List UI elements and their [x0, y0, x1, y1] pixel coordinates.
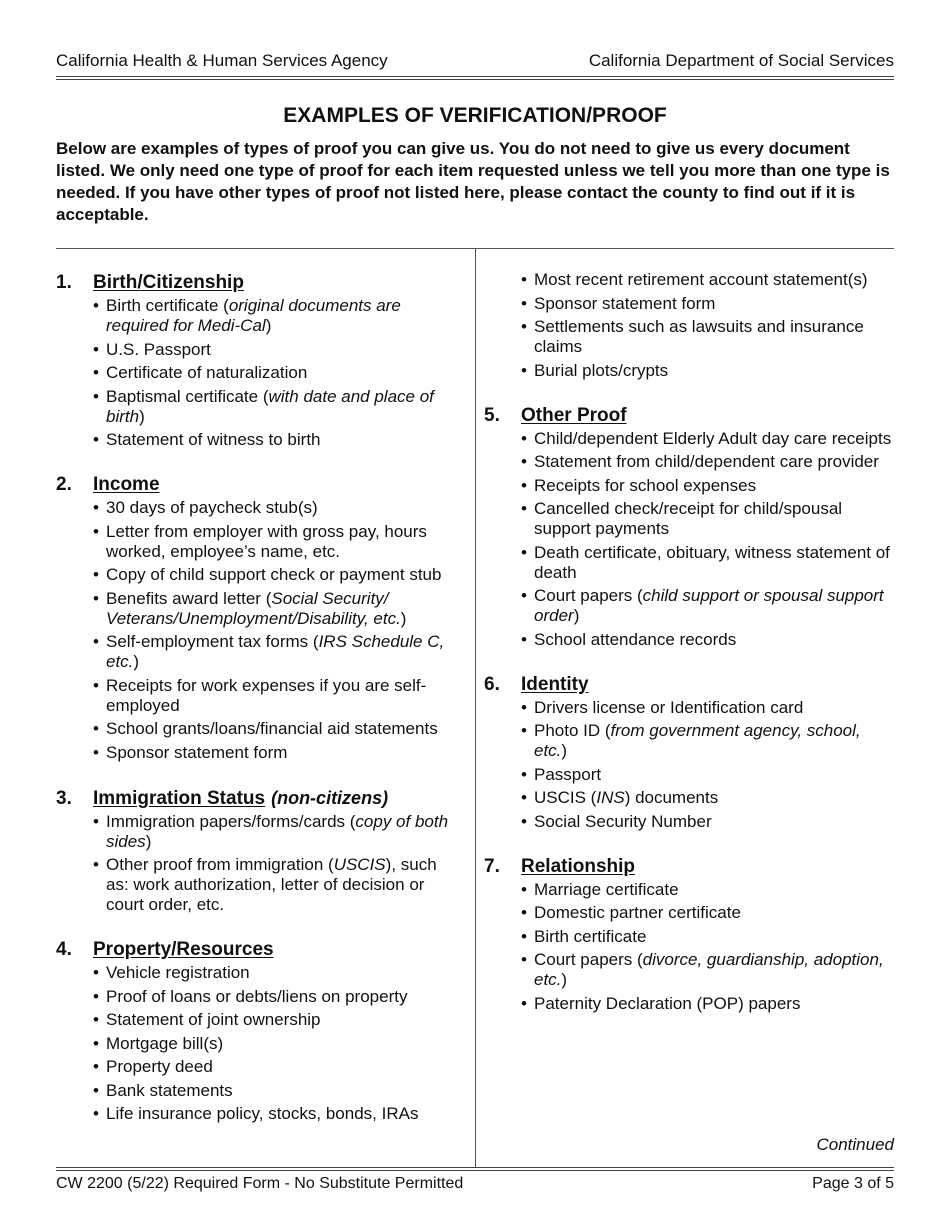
proof-item-text: Birth certificate (	[106, 296, 229, 315]
section-other-proof	[484, 403, 894, 650]
left-column	[56, 270, 461, 1146]
section-identity	[484, 672, 894, 832]
proof-item-text: Drivers license or Identification card	[534, 697, 804, 717]
proof-list	[484, 698, 894, 832]
proof-item	[521, 994, 894, 1014]
proof-item	[93, 719, 461, 739]
proof-item-text: Proof of loans or debts/liens on property	[106, 986, 408, 1006]
section-continued	[484, 270, 894, 381]
proof-item-text: Property deed	[106, 1057, 213, 1076]
section-title: Income	[93, 474, 160, 495]
proof-item-text: Receipts for school expenses	[534, 475, 757, 495]
proof-item	[521, 429, 894, 449]
proof-item-text: Other proof from immigration (	[106, 855, 334, 874]
proof-item	[93, 296, 461, 336]
proof-item	[93, 1057, 461, 1077]
proof-item-text: Sponsor statement form	[106, 742, 288, 762]
section-number: 5.	[484, 404, 500, 426]
proof-item-text: Bank statements	[106, 1080, 233, 1100]
intro-paragraph: Below are examples of types of proof you can give us. You do not need to give us every document listed. We only need one type of proof for each item requested unless we tell you more than one type is needed. If you have other types of proof not listed here, please contact the county to find out if it is acceptable.	[56, 139, 890, 224]
proof-item-text: Cancelled check/receipt for child/spousal support payments	[534, 499, 843, 538]
page-title: EXAMPLES OF VERIFICATION/PROOF	[283, 104, 667, 127]
proof-item	[93, 387, 461, 427]
proof-item-text: Most recent retirement account statement(s)	[534, 270, 868, 289]
section-title-note: (non-citizens)	[271, 787, 389, 808]
proof-item	[93, 340, 461, 360]
continued-label: Continued	[816, 1135, 894, 1154]
proof-item-text: Burial plots/crypts	[534, 360, 669, 380]
proof-item-text: Self-employment tax forms (	[106, 632, 319, 651]
proof-item-note: original documents are required for Medi-Cal	[106, 296, 401, 335]
section-number: 1.	[56, 272, 72, 293]
proof-item	[521, 927, 894, 947]
proof-item-text: Baptismal certificate (	[106, 386, 269, 406]
section-number: 6.	[484, 673, 500, 695]
proof-item-text: )	[400, 608, 407, 628]
proof-item-note: copy of both sides	[106, 811, 449, 851]
section-title: Identity	[521, 673, 589, 695]
proof-item-text: Letter from employer with gross pay, hours worked, employee’s name, etc.	[106, 521, 427, 561]
proof-item-text: School attendance records	[534, 629, 737, 649]
section-title: Birth/Citizenship	[93, 272, 244, 293]
section-heading	[56, 472, 461, 498]
proof-item	[521, 586, 894, 626]
proof-item-text: Child/dependent Elderly Adult day care receipts	[534, 428, 892, 448]
proof-item-text: Sponsor statement form	[534, 293, 716, 313]
proof-item-text: Copy of child support check or payment stub	[106, 565, 442, 584]
proof-item	[93, 1010, 461, 1030]
section-number: 3.	[56, 787, 72, 809]
form-number: CW 2200 (5/22) Required Form - No Substitute Permitted	[56, 1175, 464, 1192]
proof-list	[56, 296, 461, 450]
page-header	[56, 51, 894, 71]
proof-item	[93, 987, 461, 1007]
footer-rule	[56, 1167, 894, 1171]
proof-item	[93, 565, 461, 585]
section-number: 4.	[56, 939, 72, 960]
proof-item	[93, 430, 461, 450]
proof-item-text: Certificate of naturalization	[106, 363, 308, 382]
proof-item-note: with date and place of birth	[106, 386, 434, 426]
page-footer	[56, 1175, 894, 1193]
proof-item-note: divorce, guardianship, adoption, etc.	[534, 950, 884, 989]
proof-item-text: Court papers (	[534, 950, 643, 969]
proof-item-text: U.S. Passport	[106, 339, 211, 359]
proof-list	[56, 812, 461, 916]
proof-item-text: Settlements such as lawsuits and insurance claims	[534, 317, 864, 356]
proof-item	[521, 476, 894, 496]
proof-item-text: )	[573, 606, 580, 625]
proof-item-text: Social Security Number	[534, 811, 712, 831]
proof-item	[93, 498, 461, 518]
proof-item-text: ), such as: work authorization, letter of decision or court order, etc.	[106, 855, 437, 914]
section-number: 7.	[484, 855, 500, 877]
proof-item	[521, 452, 894, 472]
proof-item-text: Immigration papers/forms/cards (	[106, 811, 356, 831]
proof-item	[93, 1081, 461, 1101]
proof-item-text: School grants/loans/financial aid statements	[106, 719, 438, 738]
column-divider	[475, 248, 476, 1168]
proof-item	[521, 698, 894, 718]
section-number: 2.	[56, 474, 72, 495]
proof-item-text: Passport	[534, 764, 602, 784]
proof-item-text: Domestic partner certificate	[534, 903, 741, 922]
proof-list	[56, 963, 461, 1124]
proof-list	[484, 429, 894, 650]
proof-item	[93, 963, 461, 983]
proof-item-text: )	[133, 652, 140, 671]
section-heading	[484, 672, 894, 698]
proof-item	[521, 270, 894, 290]
page-number: Page 3 of 5	[812, 1175, 894, 1192]
proof-list	[484, 270, 894, 381]
proof-item-text: 30 days of paycheck stub(s)	[106, 498, 318, 517]
section-birth-citizenship	[56, 270, 461, 450]
proof-item	[93, 589, 461, 629]
section-income	[56, 472, 461, 763]
section-property-resources	[56, 937, 461, 1124]
section-title: Relationship	[521, 855, 636, 877]
proof-item-note: IRS Schedule C, etc.	[106, 632, 445, 671]
proof-item-note: USCIS	[333, 855, 386, 874]
proof-item	[521, 880, 894, 900]
proof-item	[521, 721, 894, 761]
header-department: California Department of Social Services	[588, 51, 894, 70]
proof-item-text: )	[139, 406, 145, 426]
proof-item	[93, 1034, 461, 1054]
proof-list	[56, 498, 461, 763]
proof-item-text: Statement of witness to birth	[106, 430, 321, 449]
proof-item	[521, 812, 894, 832]
proof-item	[93, 522, 461, 562]
section-heading	[56, 270, 461, 296]
proof-item	[93, 632, 461, 672]
proof-item-text: )	[145, 831, 152, 851]
proof-item-text: )	[561, 741, 568, 760]
proof-item-text: Marriage certificate	[534, 879, 679, 899]
proof-item	[93, 743, 461, 763]
proof-item-text: )	[561, 970, 568, 989]
proof-item-text: Receipts for work expenses if you are self-employed	[106, 675, 427, 715]
proof-list	[484, 880, 894, 1014]
proof-item-text: Paternity Declaration (POP) papers	[534, 993, 801, 1013]
section-title: Immigration Status	[93, 787, 266, 809]
proof-item-text: Mortgage bill(s)	[106, 1033, 224, 1053]
proof-item-text: Vehicle registration	[106, 963, 250, 982]
proof-item-text: Photo ID (	[534, 721, 611, 740]
proof-item-text: Life insurance policy, stocks, bonds, IRAs	[106, 1104, 419, 1123]
proof-item-text: ) documents	[624, 788, 719, 807]
section-title: Other Proof	[521, 404, 627, 426]
section-heading	[56, 937, 461, 963]
section-relationship	[484, 854, 894, 1014]
proof-item	[93, 812, 461, 852]
proof-item	[521, 765, 894, 785]
proof-item-note: INS	[596, 788, 625, 807]
section-immigration-status	[56, 785, 461, 916]
header-agency: California Health & Human Services Agency	[56, 51, 388, 70]
section-heading	[484, 403, 894, 429]
proof-item-note: Social Security/ Veterans/Unemployment/Disability, etc.	[106, 588, 401, 628]
proof-item	[521, 317, 894, 357]
proof-item	[93, 676, 461, 716]
section-heading	[56, 785, 461, 812]
proof-item	[521, 543, 894, 583]
proof-item-text: Birth certificate	[534, 926, 647, 946]
proof-item	[521, 499, 894, 539]
proof-item-note: from government agency, school, etc.	[534, 721, 861, 760]
proof-item	[93, 855, 461, 915]
proof-item	[521, 788, 894, 808]
proof-item	[521, 903, 894, 923]
proof-item-text: Statement from child/dependent care provider	[534, 452, 879, 471]
proof-item	[93, 1104, 461, 1124]
section-heading	[484, 854, 894, 880]
proof-item	[93, 363, 461, 383]
proof-item	[521, 630, 894, 650]
proof-item-text: Court papers (	[534, 586, 643, 605]
proof-item-text: )	[265, 316, 272, 335]
section-title: Property/Resources	[93, 939, 274, 960]
proof-item	[521, 950, 894, 990]
proof-item-text: USCIS (	[534, 788, 597, 807]
proof-item-note: child support or spousal support order	[534, 586, 884, 625]
proof-item-text: Benefits award letter (	[106, 588, 272, 608]
header-rule	[56, 76, 894, 80]
proof-item	[521, 361, 894, 381]
proof-item-text: Death certificate, obituary, witness statement of death	[534, 542, 890, 582]
right-column	[484, 270, 894, 1036]
proof-item	[521, 294, 894, 314]
proof-item-text: Statement of joint ownership	[106, 1010, 321, 1029]
